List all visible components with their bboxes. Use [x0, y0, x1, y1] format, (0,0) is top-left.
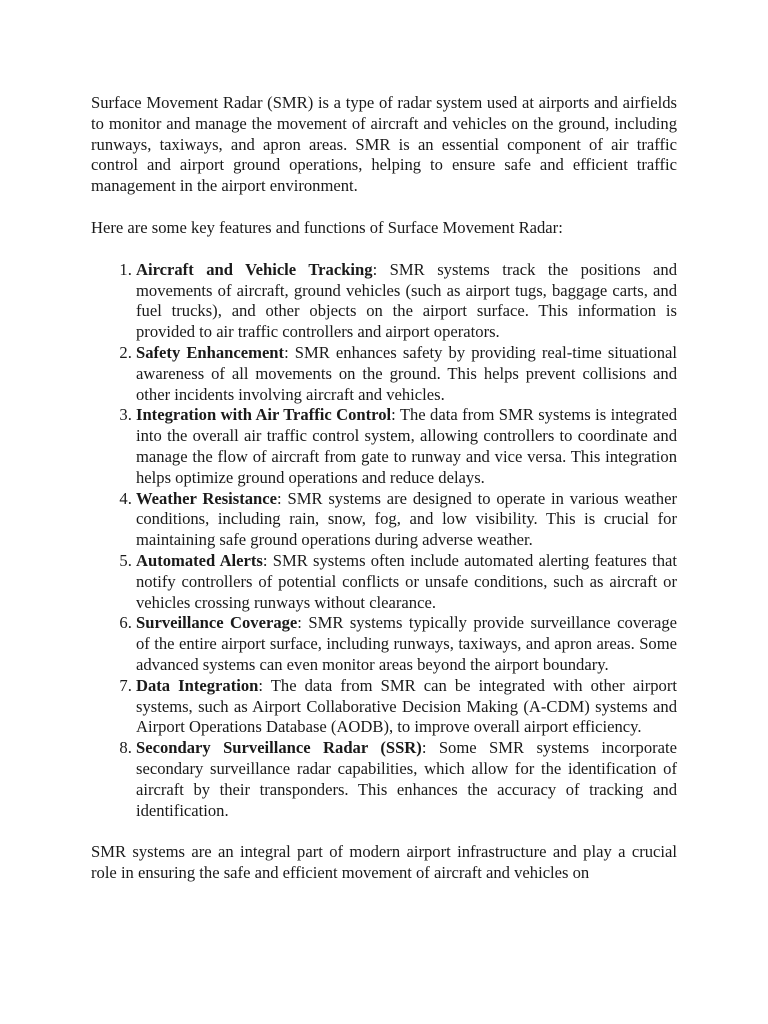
feature-text: : SMR systems typically provide surveillance coverage of the entire airport surface, including runways, taxiways, and apron areas. Some advanced systems can even monitor areas beyond the airport boundary.	[136, 613, 677, 674]
feature-term: Surveillance Coverage	[136, 613, 298, 633]
list-item	[136, 260, 677, 343]
feature-text: : The data from SMR systems is integrated into the overall air traffic control system, allowing controllers to coordinate and manage the flow of aircraft from gate to runway and vice versa. This integration helps optimize ground operations and reduce delays.	[136, 405, 677, 487]
list-item	[136, 343, 677, 405]
closing-paragraph: SMR systems are an integral part of modern airport infrastructure and play a crucial role in ensuring the safe and efficient movement of aircraft and vehicles on	[91, 842, 677, 883]
list-item	[136, 613, 677, 675]
list-item	[136, 405, 677, 488]
feature-term: Automated Alerts	[136, 550, 263, 570]
feature-text: : SMR systems often include automated alerting features that notify controllers of potential conflicts or unsafe conditions, such as aircraft or vehicles crossing runways without clearance.	[136, 550, 677, 612]
list-item	[136, 738, 677, 821]
feature-text: : Some SMR systems incorporate secondary surveillance radar capabilities, which allow for the identification of aircraft by their transponders. This enhances the accuracy of tracking and identification.	[136, 738, 677, 820]
feature-term: Weather Resistance	[136, 488, 278, 508]
intro-paragraph: Surface Movement Radar (SMR) is a type of radar system used at airports and airfields to monitor and manage the movement of aircraft and vehicles on the ground, including runways, taxiways, and apron areas. SMR is an essential component of air traffic control and airport ground operations, helping to ensure safe and efficient traffic management in the airport environment.	[91, 93, 677, 196]
features-list	[91, 260, 677, 822]
document-page	[91, 93, 677, 884]
feature-term: Safety Enhancement	[136, 342, 285, 362]
feature-term: Data Integration	[136, 675, 259, 695]
list-item	[136, 551, 677, 613]
feature-term: Secondary Surveillance Radar (SSR)	[136, 738, 422, 758]
feature-text: : SMR systems track the positions and movements of aircraft, ground vehicles (such as airport tugs, baggage carts, and fuel trucks), and other objects on the airport surface. This information is provided to air traffic controllers and airport operators.	[136, 259, 677, 342]
list-item	[136, 489, 677, 551]
feature-text: : SMR enhances safety by providing real-time situational awareness of all movements on the ground. This helps prevent collisions and other incidents involving aircraft and vehicles.	[136, 342, 677, 404]
feature-text: : SMR systems are designed to operate in various weather conditions, including rain, snow, fog, and low visibility. This is crucial for maintaining safe ground operations during adverse weather.	[136, 488, 677, 550]
feature-term: Aircraft and Vehicle Tracking	[136, 259, 373, 279]
feature-text: : The data from SMR can be integrated with other airport systems, such as Airport Collaborative Decision Making (A-CDM) systems and Airport Operations Database (AODB), to improve overall airport efficiency.	[136, 675, 677, 737]
lead-paragraph: Here are some key features and functions of Surface Movement Radar:	[91, 217, 563, 237]
feature-term: Integration with Air Traffic Control	[136, 405, 392, 425]
list-item	[136, 676, 677, 738]
